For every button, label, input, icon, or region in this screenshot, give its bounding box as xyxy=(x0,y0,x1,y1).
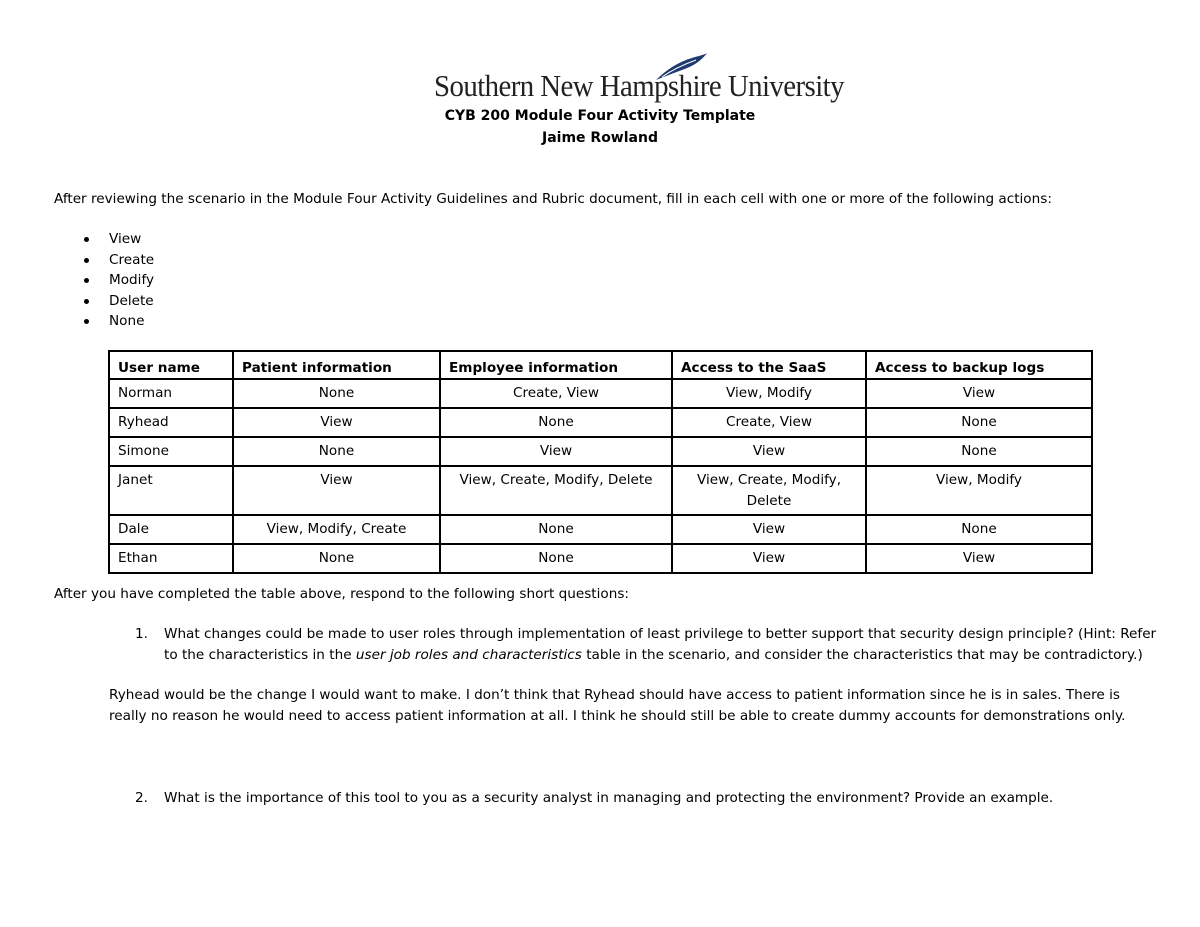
actions-list xyxy=(80,229,154,332)
table-cell: View xyxy=(672,515,866,544)
bullet-icon xyxy=(84,278,89,283)
table-cell: View, Modify, Create xyxy=(233,515,440,544)
column-header: User name xyxy=(109,351,233,379)
table-cell: View xyxy=(672,437,866,466)
table-row xyxy=(109,466,1092,515)
table-cell: None xyxy=(866,437,1092,466)
column-header: Access to the SaaS xyxy=(672,351,866,379)
table-row xyxy=(109,408,1092,437)
table-header-row xyxy=(109,351,1092,379)
intro-paragraph: After reviewing the scenario in the Module Four Activity Guidelines and Rubric document, fill in each cell with one or more of the following actions: xyxy=(54,191,1052,207)
bullet-icon xyxy=(84,237,89,242)
table-cell: Ryhead xyxy=(109,408,233,437)
question-number: 2. xyxy=(135,790,148,806)
bullet-icon xyxy=(84,299,89,304)
table-cell: None xyxy=(233,437,440,466)
table-cell: View xyxy=(440,437,672,466)
list-item: Delete xyxy=(80,291,154,312)
table-cell: View, Create, Modify, Delete xyxy=(440,466,672,515)
table-cell: View xyxy=(866,544,1092,573)
logo-wordmark: Southern New Hampshire University xyxy=(434,68,844,103)
list-item: None xyxy=(80,311,154,332)
table-cell: View xyxy=(233,408,440,437)
bullet-icon xyxy=(84,319,89,324)
table-cell: Dale xyxy=(109,515,233,544)
list-item: View xyxy=(80,229,154,250)
table-cell: View xyxy=(672,544,866,573)
answer-1: Ryhead would be the change I would want to make. I don’t think that Ryhead should have access to patient information since he is in sales. There is really no reason he would need to access patient information at all. I think he should still be able to create dummy accounts for demonstrations only. xyxy=(109,687,1126,724)
table-cell: Create, View xyxy=(440,379,672,408)
list-item: Modify xyxy=(80,270,154,291)
column-header: Access to backup logs xyxy=(866,351,1092,379)
table-cell: Ethan xyxy=(109,544,233,573)
table-cell: View, Create, Modify, Delete xyxy=(672,466,866,515)
question-number: 1. xyxy=(135,626,148,642)
snhu-logo xyxy=(434,54,844,104)
access-table xyxy=(108,350,1093,574)
table-row xyxy=(109,515,1092,544)
column-header: Patient information xyxy=(233,351,440,379)
table-cell: Norman xyxy=(109,379,233,408)
author-name: Jaime Rowland xyxy=(542,130,658,146)
document-title: CYB 200 Module Four Activity Template xyxy=(444,108,756,124)
list-item: Create xyxy=(80,250,154,271)
table-cell: None xyxy=(233,544,440,573)
table-cell: None xyxy=(440,408,672,437)
table-cell: None xyxy=(440,515,672,544)
table-cell: Create, View xyxy=(672,408,866,437)
column-header: Employee information xyxy=(440,351,672,379)
table-cell: None xyxy=(866,408,1092,437)
questions-intro: After you have completed the table above, respond to the following short questions: xyxy=(54,586,630,602)
table-row xyxy=(109,544,1092,573)
table-cell: Janet xyxy=(109,466,233,515)
table-cell: View, Modify xyxy=(866,466,1092,515)
table-row xyxy=(109,437,1092,466)
table-cell: View xyxy=(233,466,440,515)
table-cell: Simone xyxy=(109,437,233,466)
table-row xyxy=(109,379,1092,408)
table-cell: View xyxy=(866,379,1092,408)
table-cell: None xyxy=(866,515,1092,544)
table-cell: None xyxy=(233,379,440,408)
bullet-icon xyxy=(84,258,89,263)
question-text: What is the importance of this tool to you as a security analyst in managing and protecting the environment? Provide an example. xyxy=(164,790,1054,806)
question-text: What changes could be made to user roles through implementation of least privilege to better support that security design principle? (Hint: Refer to the characteristics in the user job roles and characteristics table in the scenario, and consider the characteristics that may be contradictory.) xyxy=(164,626,1157,663)
table-cell: None xyxy=(440,544,672,573)
table-cell: View, Modify xyxy=(672,379,866,408)
